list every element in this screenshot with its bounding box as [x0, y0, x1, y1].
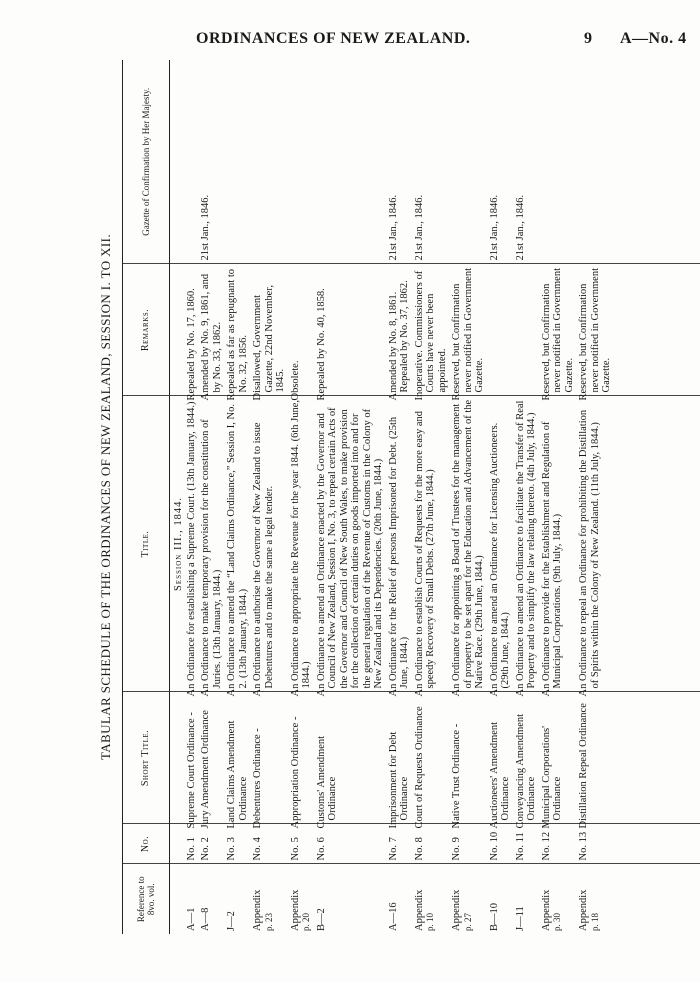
- cell-title: An Ordinance for establishing a Supreme Court. (13th January, 1844.): [185, 396, 200, 692]
- cell-no: No. 3: [225, 824, 251, 864]
- ref-main: A—8: [200, 907, 211, 931]
- cell-no: No. 11: [514, 824, 540, 864]
- ref-sub: p. 20: [301, 913, 311, 931]
- table-row: [387, 60, 413, 934]
- cell-short-title: Supreme Court Ordinance -: [185, 692, 200, 824]
- cell-reference: [514, 864, 540, 934]
- ref-main: J—11: [514, 906, 526, 931]
- table-caption: TABULAR SCHEDULE OF THE ORDINANCES OF NEW ZEALAND, SESSION I. TO XII.: [98, 233, 113, 761]
- table-header-row: [123, 60, 170, 934]
- cell-short-title: Jury Amendment Ordinance: [199, 692, 225, 824]
- cell-title: An Ordinance to amend an Ordinance to facilitate the Transfer of Real Property and to simplify the law relating thereto. (4th July, 1844.): [514, 396, 540, 692]
- cell-no: No. 5: [289, 824, 315, 864]
- table-row: [413, 60, 451, 934]
- cell-remarks: Amended by No. 9, 1861, and by No. 33, 1862.: [199, 264, 225, 396]
- ref-main: J—2: [226, 911, 237, 931]
- cell-reference: [488, 864, 514, 934]
- table-row: [199, 60, 225, 934]
- cell-no: No. 9: [450, 824, 488, 864]
- table-row: [315, 60, 387, 934]
- cell-reference: [577, 864, 700, 934]
- ref-main: Appendix: [289, 889, 301, 931]
- cell-reference: [315, 864, 387, 934]
- cell-reference: [540, 864, 578, 934]
- header-short-title: Short Title.: [123, 692, 170, 824]
- ref-main: A—1: [185, 907, 197, 931]
- cell-title: An Ordinance to make temporary provision for the constitution of Juries. (13th January, 1844.): [199, 396, 225, 692]
- header-title: Title.: [123, 396, 170, 692]
- cell-remarks: Inoperative. Commissioners of Courts have never been appointed.: [413, 264, 451, 396]
- cell-title: An Ordinance to provide for the Establishment and Regulation of Municipal Corporations. (9th July, 1844.): [540, 396, 578, 692]
- ref-main: B—10: [488, 902, 500, 931]
- cell-title: An Ordinance to amend the “Land Claims Ordinance,” Session I, No. 2. (13th January, 1844.): [225, 396, 251, 692]
- cell-gazette: [450, 60, 488, 264]
- cell-short-title: Auctioneers' Amendment Ordinance: [488, 692, 514, 824]
- cell-title: An Ordinance to amend an Ordinance enacted by the Governor and Council of New Zealand, Session I, No. 3, to repeal certain Acts of the Governor and Council of New South Wales, to make provision for the collection of certain duties on goods imported into and for the general regulation of the Revenue of Customs in the Colony of New Zealand and its Dependencies. (20th June, 1844.): [315, 396, 387, 692]
- table-row: [540, 60, 578, 934]
- cell-remarks: [488, 264, 514, 396]
- cell-remarks: Reserved, but Confirmation never notified in Government Gazette.: [450, 264, 488, 396]
- table-row: [488, 60, 514, 934]
- cell-title: An Ordinance for the Relief of persons Imprisoned for Debt. (25th June, 1844.): [387, 396, 413, 692]
- cell-reference: [185, 864, 200, 934]
- cell-remarks: Reserved, but Confirmation never notified in Government Gazette.: [540, 264, 578, 396]
- cell-no: No. 4: [251, 824, 289, 864]
- cell-title: An Ordinance to appropriate the Revenue for the year 1844. (6th June, 1844.): [289, 396, 315, 692]
- cell-gazette: [185, 60, 200, 264]
- cell-short-title: Debentures Ordinance -: [251, 692, 289, 824]
- table-row: [450, 60, 488, 934]
- cell-title: An Ordinance to amend an Ordinance for Licensing Auctioneers. (29th June, 1844.): [488, 396, 514, 692]
- cell-no: No. 8: [413, 824, 451, 864]
- ordinances-table: [122, 60, 700, 934]
- running-head: [0, 30, 700, 52]
- header-reference: Reference to 8vo. vol.: [123, 864, 170, 934]
- cell-remarks: [514, 264, 540, 396]
- cell-title: An Ordinance to repeal an Ordinance for prohibiting the Distillation of Spirits within the Colony of New Zealand. (11th July, 1844.): [577, 396, 700, 692]
- cell-remarks: Disallowed, Government Gazette, 22nd November, 1845.: [251, 264, 289, 396]
- page-number: 9: [584, 30, 593, 47]
- header-no: No.: [123, 824, 170, 864]
- cell-short-title: Customs' Amendment Ordinance: [315, 692, 387, 824]
- ref-sub: p. 10: [425, 913, 435, 931]
- header-gazettes: Gazette of Confirmation by Her Majesty.: [123, 60, 170, 264]
- cell-gazette: 21st Jan., 1846.: [413, 60, 451, 264]
- cell-title: An Ordinance for appointing a Board of Trustees for the management of property to be set apart for the Education and Advancement of the Native Race. (29th June, 1844.): [450, 396, 488, 692]
- cell-reference: [413, 864, 451, 934]
- table-row: [577, 60, 700, 934]
- cell-reference: [387, 864, 413, 934]
- ref-main: A—16: [387, 902, 399, 931]
- cell-gazette: [225, 60, 251, 264]
- cell-remarks: Repealed by No. 40, 1858.: [315, 264, 387, 396]
- document-reference: A—No. 4: [620, 30, 687, 47]
- ref-main: Appendix: [540, 889, 552, 931]
- table-row: [185, 60, 200, 934]
- cell-reference: [199, 864, 225, 934]
- cell-remarks: Amended by No. 8, 1861. Repealed by No. 37, 1862.: [387, 264, 413, 396]
- page-header-title: ORDINANCES OF NEW ZEALAND.: [196, 30, 471, 47]
- cell-gazette: [315, 60, 387, 264]
- cell-reference: [450, 864, 488, 934]
- cell-short-title: Imprisonment for Debt Ordinance: [387, 692, 413, 824]
- cell-short-title: Court of Requests Ordinance: [413, 692, 451, 824]
- cell-no: No. 10: [488, 824, 514, 864]
- cell-gazette: [289, 60, 315, 264]
- cell-short-title: Distillation Repeal Ordinance: [577, 692, 700, 824]
- table-row: [251, 60, 289, 934]
- ref-main: Appendix: [451, 889, 462, 931]
- table-row: [225, 60, 251, 934]
- cell-reference: [251, 864, 289, 934]
- header-remarks: Remarks.: [123, 264, 170, 396]
- cell-gazette: 21st Jan., 1846.: [199, 60, 225, 264]
- cell-gazette: [540, 60, 578, 264]
- table-row: [514, 60, 540, 934]
- cell-title: An Ordinance to authorise the Governor of New Zealand to issue Debentures and to make the same a legal tender.: [251, 396, 289, 692]
- cell-remarks: Repealed by No. 17, 1860.: [185, 264, 200, 396]
- table-row: [289, 60, 315, 934]
- cell-remarks: Obsolete.: [289, 264, 315, 396]
- rotated-schedule: [98, 60, 694, 934]
- ref-main: B—2: [315, 908, 327, 931]
- ref-sub: p. 23: [263, 913, 274, 931]
- cell-short-title: Appropriation Ordinance -: [289, 692, 315, 824]
- ref-main: Appendix: [252, 889, 263, 931]
- cell-no: No. 12: [540, 824, 578, 864]
- session-row: [170, 60, 185, 934]
- cell-gazette: 21st Jan., 1846.: [488, 60, 514, 264]
- cell-title: An Ordinance to establish Courts of Requests for the more easy and speedy Recovery of Small Debts. (27th June, 1844.): [413, 396, 451, 692]
- cell-no: No. 2: [199, 824, 225, 864]
- ref-main: Appendix: [413, 889, 425, 931]
- cell-gazette: [577, 60, 700, 264]
- cell-short-title: Land Claims Amendment Ordinance: [225, 692, 251, 824]
- cell-short-title: Native Trust Ordinance -: [450, 692, 488, 824]
- cell-remarks: Repealed as far as repugnant to No. 32, 1856.: [225, 264, 251, 396]
- cell-no: No. 13: [577, 824, 700, 864]
- cell-gazette: 21st Jan., 1846.: [514, 60, 540, 264]
- ref-sub: p. 30: [552, 913, 562, 931]
- cell-gazette: [251, 60, 289, 264]
- cell-reference: [289, 864, 315, 934]
- cell-gazette: 21st Jan., 1846.: [387, 60, 413, 264]
- ref-sub: p. 27: [462, 913, 473, 931]
- cell-remarks: Reserved, but Confirmation never notified in Government Gazette.: [577, 264, 700, 396]
- cell-reference: [225, 864, 251, 934]
- cell-short-title: Municipal Corporations' Ordinance: [540, 692, 578, 824]
- ref-sub: p. 18: [589, 913, 600, 931]
- session-label: Session III., 1844.: [173, 497, 184, 591]
- cell-no: No. 6: [315, 824, 387, 864]
- ref-main: Appendix: [578, 889, 589, 931]
- cell-no: No. 7: [387, 824, 413, 864]
- cell-no: No. 1: [185, 824, 200, 864]
- cell-short-title: Conveyancing Amendment Ordinance: [514, 692, 540, 824]
